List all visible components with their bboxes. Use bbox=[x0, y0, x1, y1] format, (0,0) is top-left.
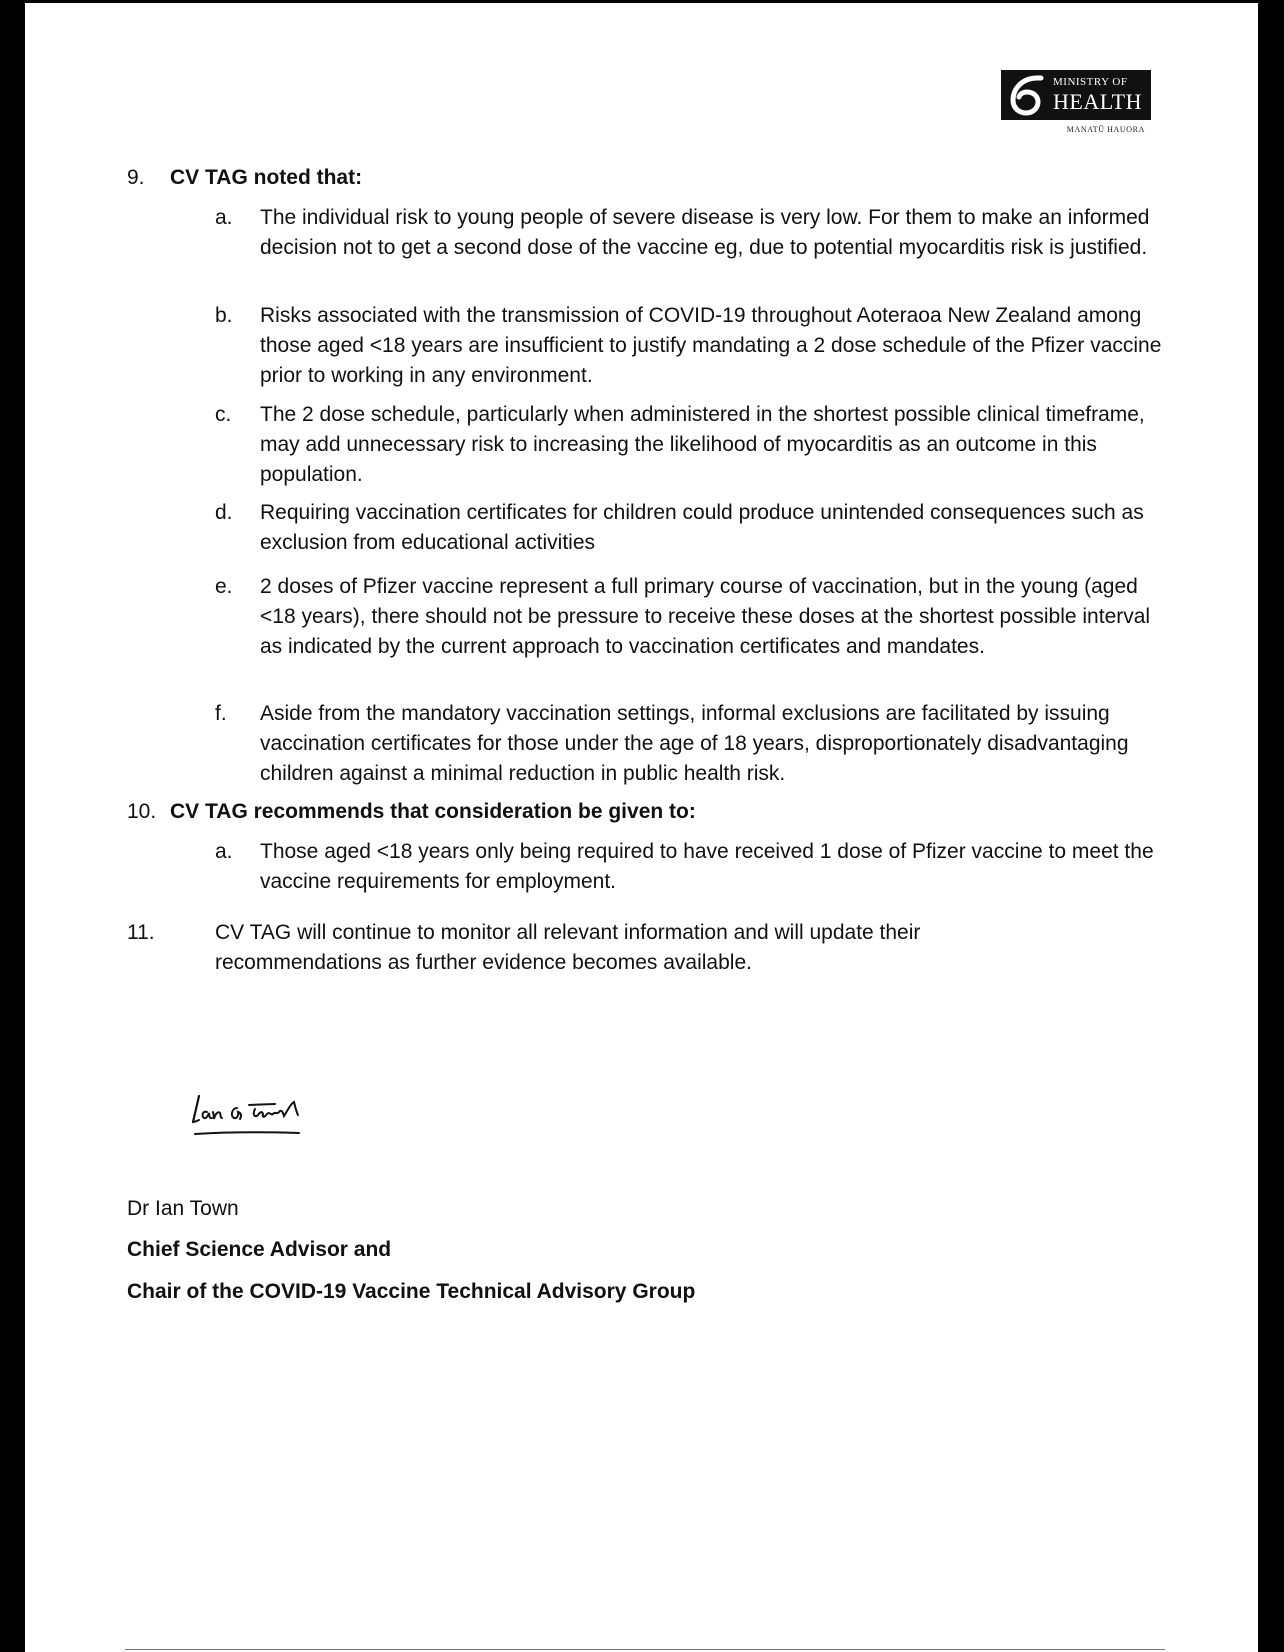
item-letter: d. bbox=[215, 501, 233, 524]
koru-logo-icon bbox=[1007, 74, 1047, 116]
item-letter: e. bbox=[215, 575, 233, 598]
section-9-item-d bbox=[215, 498, 1175, 558]
logo-subtitle: MANATŪ HAUORA bbox=[1066, 125, 1145, 134]
handwritten-signature bbox=[167, 1088, 317, 1148]
item-text: Those aged <18 years only being required to have received 1 dose of Pfizer vaccine to meet the vaccine requirements for employment. bbox=[260, 840, 1154, 893]
section-10-heading: CV TAG recommends that consideration be given to: bbox=[170, 800, 696, 823]
section-10-number: 10. bbox=[127, 800, 157, 823]
section-9-item-b bbox=[215, 301, 1175, 391]
section-9-item-c bbox=[215, 400, 1175, 490]
section-11-text: CV TAG will continue to monitor all relevant information and will update their recommendations as further evidence becomes available. bbox=[215, 921, 921, 974]
logo-line1: MINISTRY OF bbox=[1053, 76, 1128, 88]
item-text: The individual risk to young people of severe disease is very low. For them to make an informed decision not to get a second dose of the vaccine eg, due to potential myocarditis risk is justified. bbox=[260, 206, 1150, 259]
section-9-item-f bbox=[215, 699, 1175, 789]
ministry-of-health-logo bbox=[1001, 70, 1151, 134]
signatory-title-2: Chair of the COVID-19 Vaccine Technical Advisory Group bbox=[127, 1280, 696, 1303]
signatory-title-1: Chief Science Advisor and bbox=[127, 1238, 392, 1261]
item-letter: f. bbox=[215, 702, 227, 725]
section-9-heading: CV TAG noted that: bbox=[170, 166, 363, 189]
document-page bbox=[25, 3, 1258, 1652]
item-text: Requiring vaccination certificates for children could produce unintended consequences such as exclusion from educational activities bbox=[260, 501, 1144, 554]
section-11-number: 11. bbox=[127, 921, 155, 944]
section-10-item-a bbox=[215, 837, 1175, 897]
item-letter: b. bbox=[215, 304, 233, 327]
item-text: 2 doses of Pfizer vaccine represent a full primary course of vaccination, but in the young (aged <18 years), there should not be pressure to receive these doses at the shortest possible interval as indicated by the current approach to vaccination certificates and mandates. bbox=[260, 575, 1151, 658]
logo-line2: HEALTH bbox=[1053, 89, 1142, 114]
signatory-name: Dr Ian Town bbox=[127, 1197, 239, 1220]
logo-box bbox=[1001, 70, 1151, 120]
section-9-item-a bbox=[215, 203, 1175, 263]
footer-divider bbox=[125, 1649, 1165, 1650]
item-text: The 2 dose schedule, particularly when administered in the shortest possible clinical timeframe, may add unnecessary risk to increasing the likelihood of myocarditis as an outcome in this population. bbox=[260, 403, 1145, 486]
item-letter: a. bbox=[215, 206, 233, 229]
item-letter: c. bbox=[215, 403, 232, 426]
item-text: Risks associated with the transmission of COVID-19 throughout Aoteraoa New Zealand among those aged <18 years are insufficient to justify mandating a 2 dose schedule of the Pfizer vaccine prior to working in any environment. bbox=[260, 304, 1162, 387]
section-9-number: 9. bbox=[127, 166, 145, 189]
item-text: Aside from the mandatory vaccination settings, informal exclusions are facilitated by issuing vaccination certificates for those under the age of 18 years, disproportionately disadvantaging children against a minimal reduction in public health risk. bbox=[260, 702, 1129, 785]
section-9-item-e bbox=[215, 572, 1175, 662]
item-letter: a. bbox=[215, 840, 233, 863]
